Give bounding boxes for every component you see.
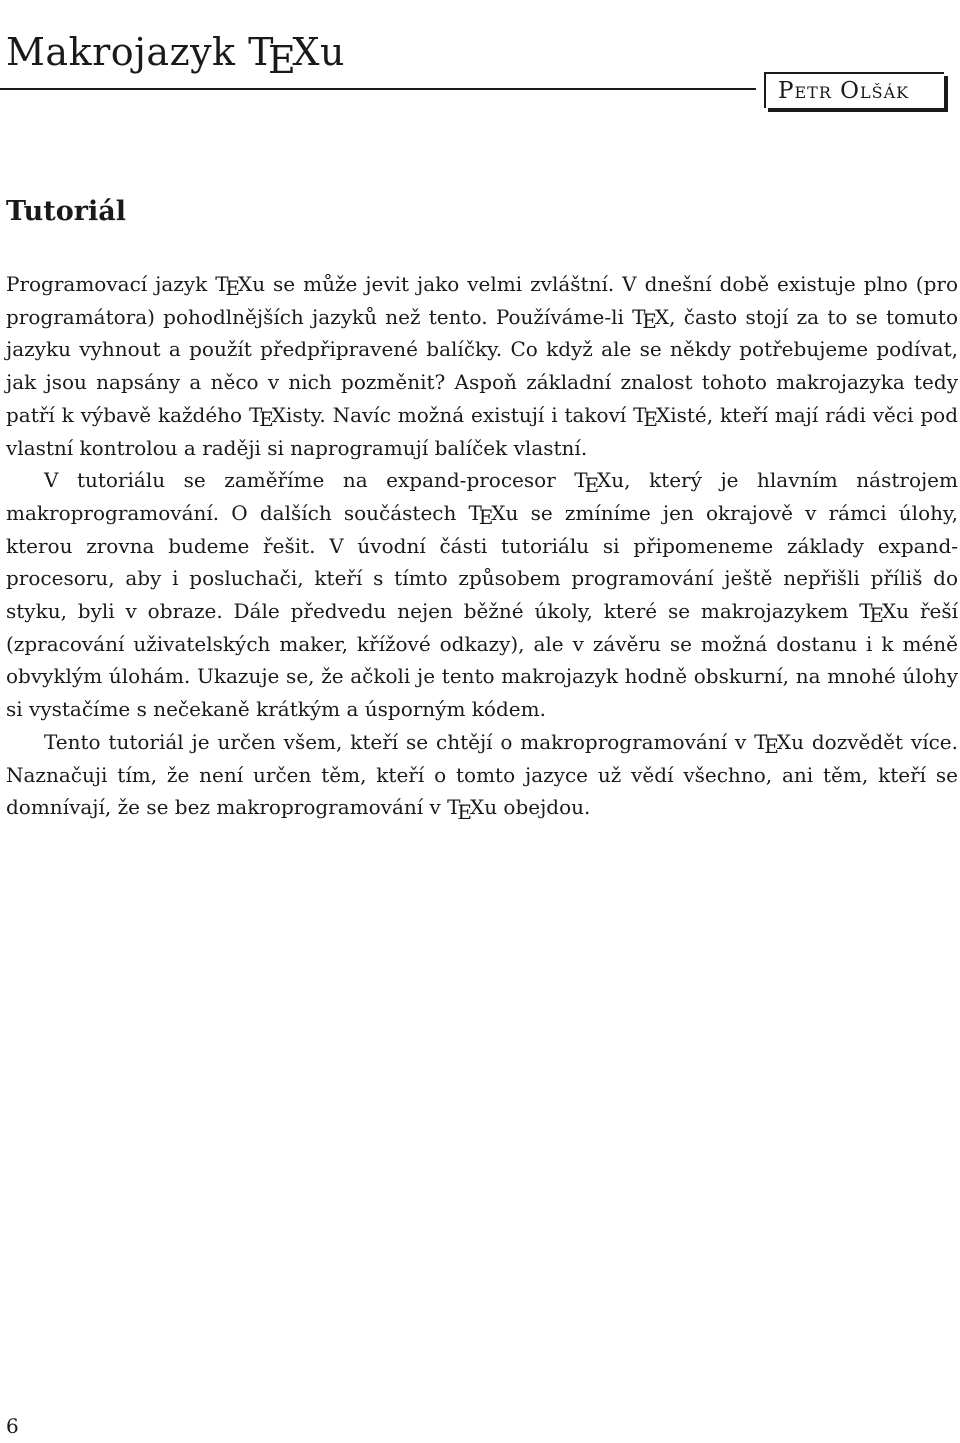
page-number: 6 bbox=[6, 1414, 19, 1438]
tex-logo: TEX bbox=[574, 468, 612, 497]
tex-logo: TEX bbox=[632, 304, 670, 334]
tex-logo: TEX bbox=[447, 795, 485, 824]
paragraph-3: Tento tutoriál je určen všem, kteří se chtějí o makroprogramování v TEXu dozvědět více. Naznačuji tím, že není určen těm, kteří o tomto jazyce už vědí všechno, ani těm, kteří se domnívají, že se bez makroprogramování v TEXu obejdou. bbox=[6, 729, 958, 824]
tex-logo: TEX bbox=[248, 402, 286, 432]
document-title bbox=[6, 30, 345, 83]
tex-logo: TEX bbox=[468, 500, 506, 530]
page-header bbox=[0, 0, 960, 120]
paragraph-1: Programovací jazyk TEXu se může jevit jako velmi zvláštní. V dnešní době existuje plno (pro programátora) pohodlnějších jazyků než tento. Používáme-li TEX, často stojí za to se tomuto jazyku vyhnout a použít předpřipravené balíčky. Co když ale se někdy potřebujeme podívat, jak jsou napsány a něco v nich pozměnit? Aspoň základní znalost tohoto makrojazyka tedy patří k výbavě každého TEXisty. Navíc možná existují i takoví TEXisté, kteří mají rádi věci pod vlastní kontrolou a raději si naprogramují balíček vlastní. bbox=[6, 272, 959, 460]
title-prefix: Makrojazyk bbox=[6, 30, 249, 74]
header-rule bbox=[0, 88, 756, 90]
author-name: Petr Olšák bbox=[764, 72, 944, 108]
title-suffix: u bbox=[319, 30, 345, 74]
tex-logo: TEX bbox=[215, 272, 253, 301]
paragraph-2: V tutoriálu se zaměříme na expand-procesor TEXu, který je hlavním nástrojem makroprogramování. O dalších součástech TEXu se zmíníme jen okrajově v rámci úlohy, kterou zrovna budeme řešit. V úvodní části tutoriálu si připomeneme základy expand-procesoru, aby i posluchači, kteří s tímto způsobem programování ještě nepřišli příliš do styku, byli v obraze. Dále předvedu nejen běžné úkoly, které se makrojazykem TEXu řeší (zpracování uživatelských maker, křížové odkazy), ale v závěru se možná dostanu i k méně obvyklým úlohám. Ukazuje se, že ačkoli je tento makrojazyk hodně obskurní, na mnohé úlohy si vystačíme s nečekaně krátkým a úsporným kódem. bbox=[6, 468, 959, 722]
tex-logo: TEX bbox=[633, 402, 671, 432]
body-text bbox=[6, 268, 958, 824]
tex-logo: TEX bbox=[248, 30, 320, 83]
tex-logo: TEX bbox=[859, 599, 897, 628]
tex-logo: TEX bbox=[754, 729, 792, 759]
section-title: Tutoriál bbox=[6, 196, 126, 227]
